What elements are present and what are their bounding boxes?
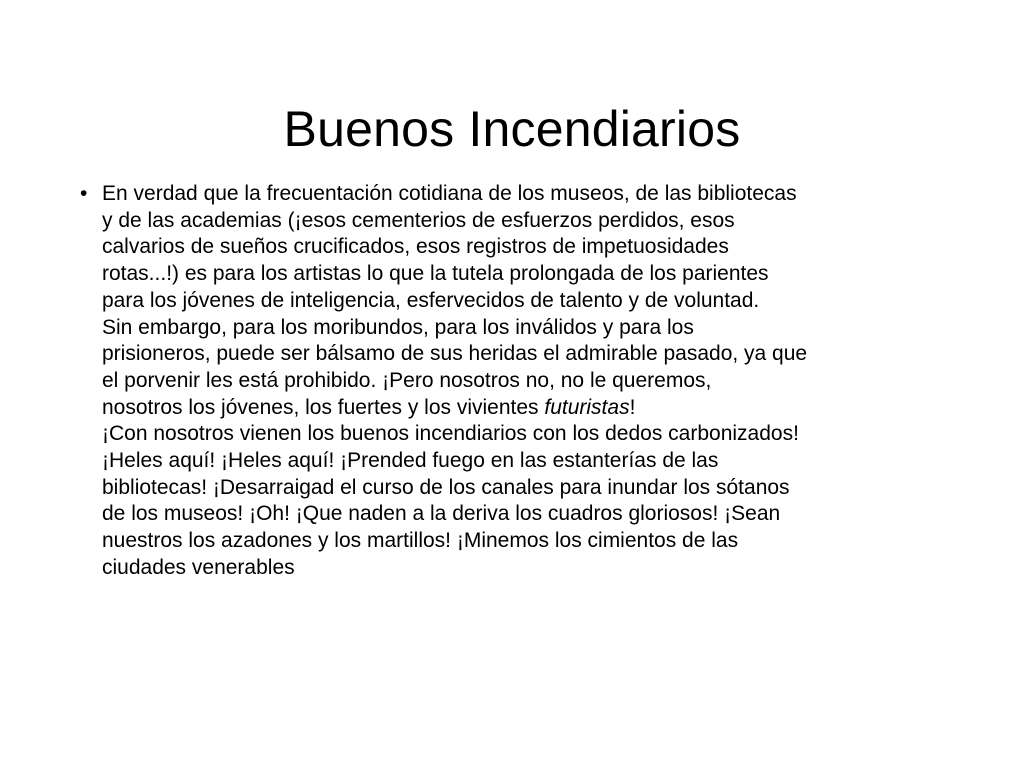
body-text-line: para los jóvenes de inteligencia, esfervecidos de talento y de voluntad. xyxy=(102,288,760,312)
body-text-line: calvarios de sueños crucificados, esos registros de impetuosidades xyxy=(102,235,729,259)
body-text-line: nuestros los azadones y los martillos! ¡Minemos los cimientos de las xyxy=(102,529,739,553)
italic-emphasis-text: futuristas xyxy=(544,395,630,419)
slide-title: Buenos Incendiarios xyxy=(283,100,741,157)
bullet-point-icon: • xyxy=(80,182,88,205)
body-text-line: de los museos! ¡Oh! ¡Que naden a la deriva los cuadros gloriosos! ¡Sean xyxy=(102,502,781,526)
body-text-line: Sin embargo, para los moribundos, para los inválidos y para los xyxy=(102,315,694,339)
body-text-line: el porvenir les está prohibido. ¡Pero nosotros no, no le queremos, xyxy=(102,368,712,392)
body-text-segment: nosotros los jóvenes, los fuertes y los vivientes xyxy=(102,395,545,419)
body-text-line xyxy=(102,395,970,422)
body-text-line: En verdad que la frecuentación cotidiana de los museos, de las bibliotecas xyxy=(102,182,797,205)
body-text-line: rotas...!) es para los artistas lo que la tutela prolongada de los parientes xyxy=(102,262,769,286)
bullet-list xyxy=(80,181,970,582)
body-text-line: ¡Con nosotros vienen los buenos incendiarios con los dedos carbonizados! xyxy=(102,422,799,446)
body-text-line: ¡Heles aquí! ¡Heles aquí! ¡Prended fuego en las estanterías de las xyxy=(102,449,719,473)
bullet-item xyxy=(80,181,970,582)
body-text-line: bibliotecas! ¡Desarraigad el curso de los canales para inundar los sótanos xyxy=(102,475,790,499)
body-text-line: prisioneros, puede ser bálsamo de sus heridas el admirable pasado, ya que xyxy=(102,342,808,366)
body-text-segment: ! xyxy=(629,395,636,419)
body-text-line: ciudades venerables xyxy=(102,555,295,579)
body-text-line: y de las academias (¡esos cementerios de esfuerzos perdidos, esos xyxy=(102,208,735,232)
